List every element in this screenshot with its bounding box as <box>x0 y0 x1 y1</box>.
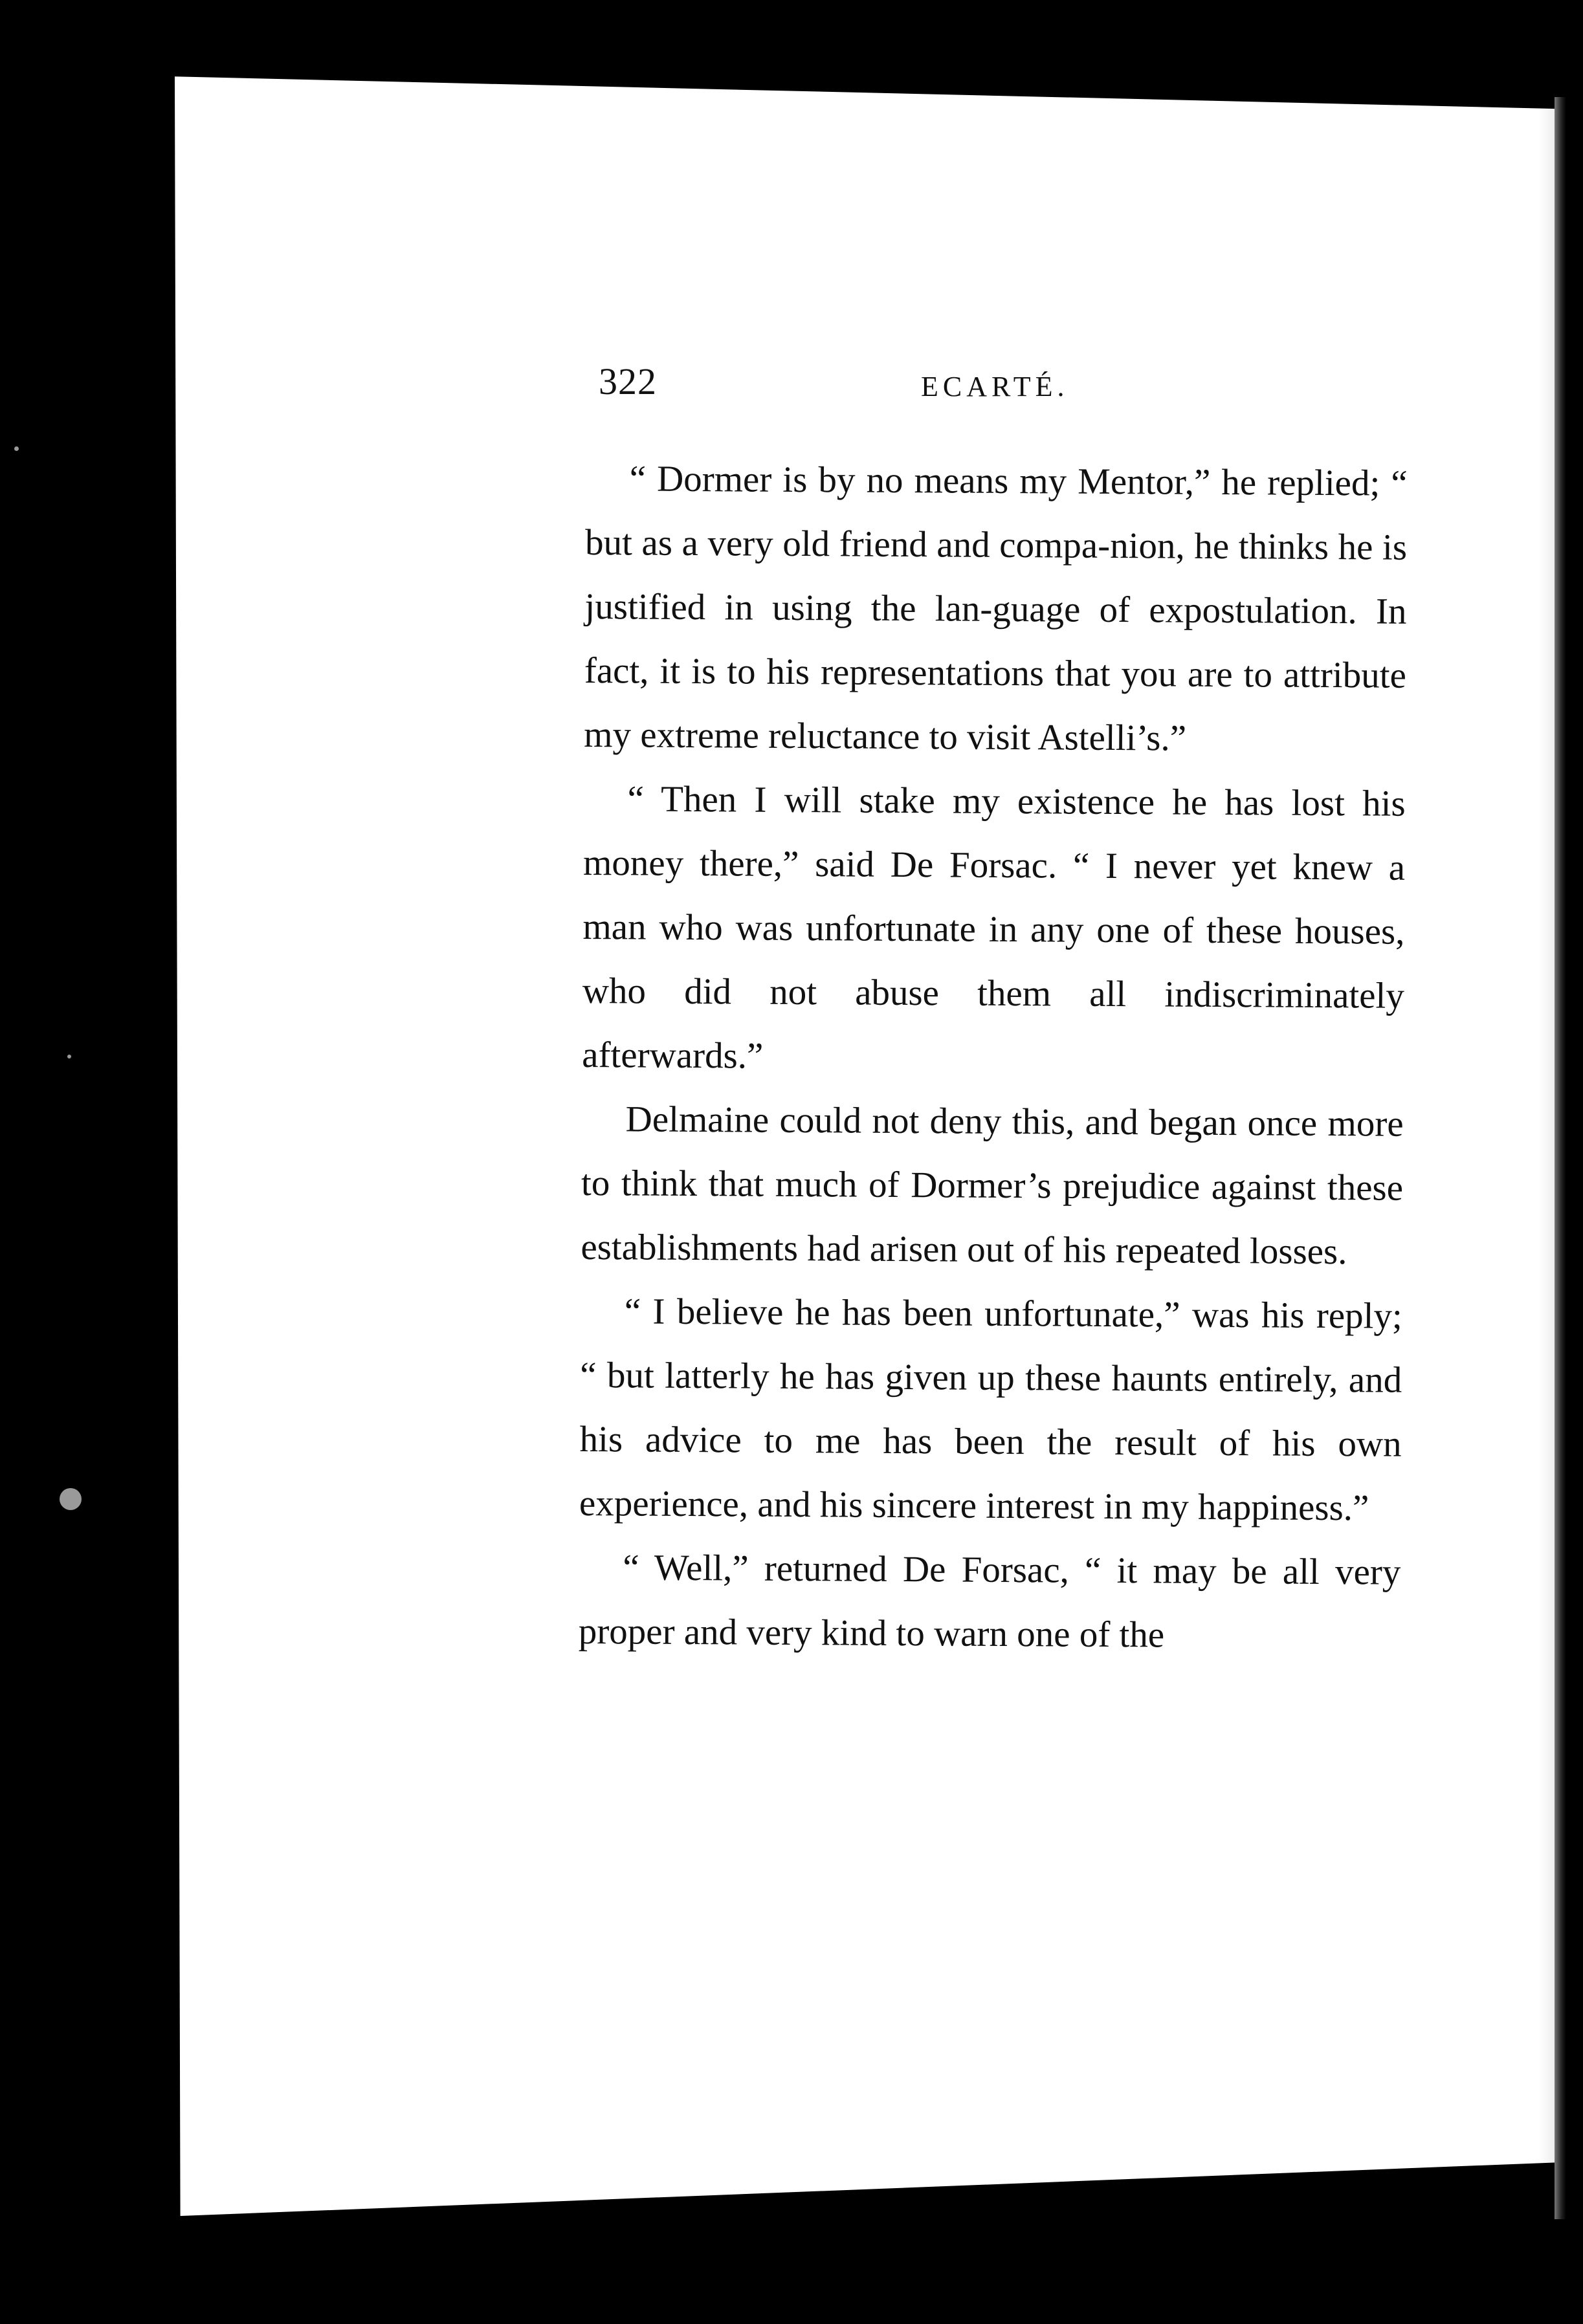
dust-speck <box>14 446 19 451</box>
page-edge <box>1555 97 1566 2219</box>
page-header <box>599 359 1401 411</box>
paragraph: “ Then I will stake my existence he has lost his money there,” said De Forsac. “ I never yet knew a man who was unfortunate in any one of these houses, who did not abuse them all indiscriminately afterwards.” <box>582 778 1406 1077</box>
body-text <box>579 446 1408 1669</box>
dust-speck <box>67 1055 71 1058</box>
paragraph: “ Dormer is by no means my Mentor,” he replied; “ but as a very old friend and compa-nion, he thinks he is justified in using the lan-guage of expostulation. In fact, it is to his representations that you are to attribute my extreme reluctance to visit Astelli’s.” <box>584 458 1408 759</box>
running-head: ECARTÉ. <box>921 371 1069 402</box>
dust-speck <box>60 1488 82 1510</box>
paragraph: “ Well,” returned De Forsac, “ it may be all very proper and very kind to warn one of the <box>578 1547 1401 1656</box>
paragraph: Delmaine could not deny this, and began once more to think that much of Dormer’s prejudice against these establishments had arisen out of his repeated losses. <box>581 1099 1404 1273</box>
paragraph: “ I believe he has been unfortunate,” was his reply; “ but latterly he has given up these haunts entirely, and his advice to me has been the result of his own experience, and his sincere interest in my happiness.” <box>579 1291 1403 1529</box>
page-number: 322 <box>599 360 657 402</box>
